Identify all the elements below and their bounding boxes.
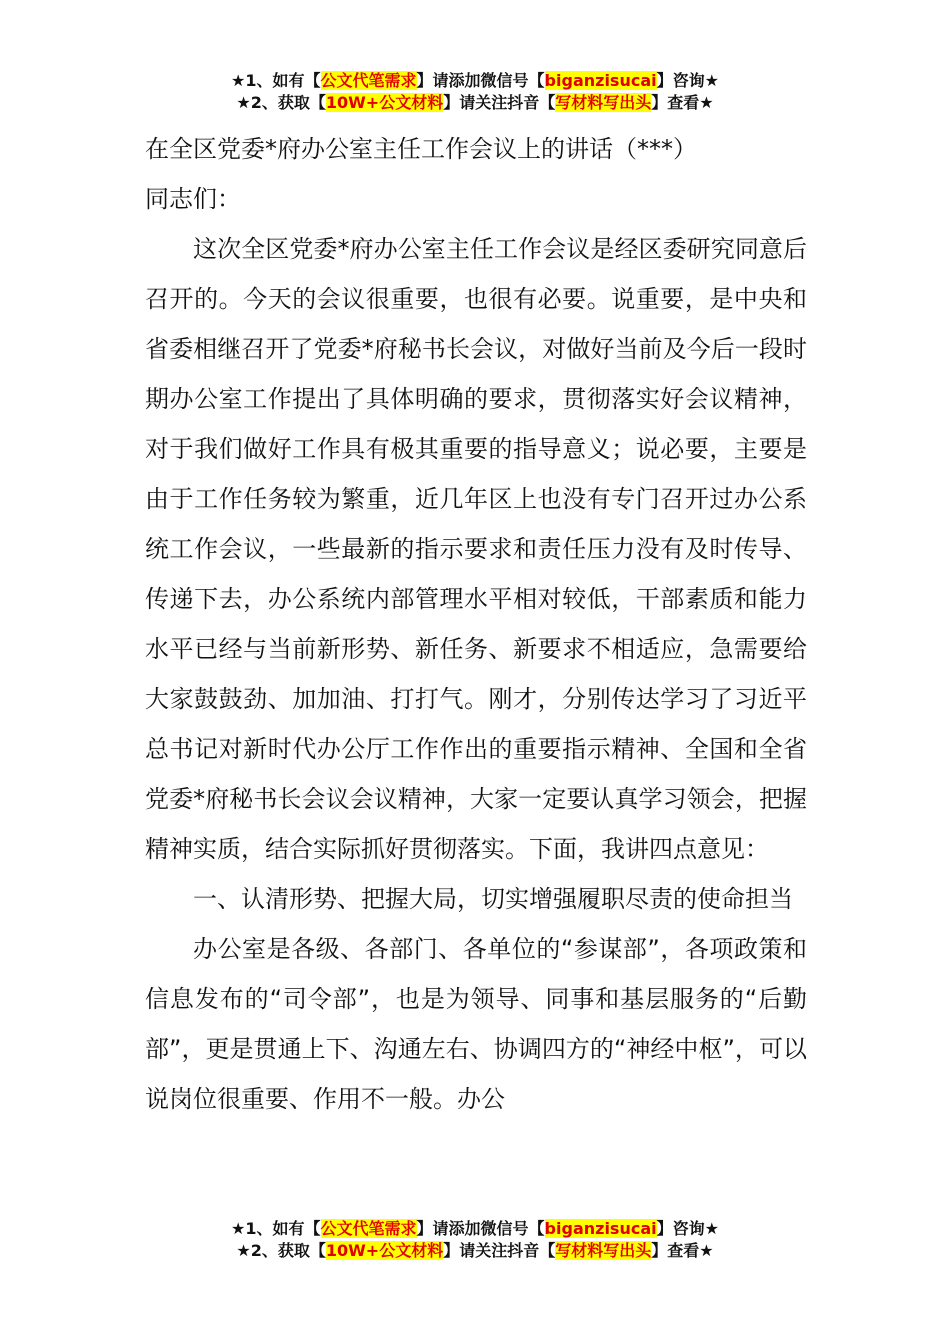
banner-text: 】咨询★ bbox=[656, 1219, 719, 1238]
banner-line-2 bbox=[0, 92, 950, 114]
banner-highlight: 写材料写出头 bbox=[555, 1241, 652, 1260]
banner-highlight: 写材料写出头 bbox=[555, 93, 652, 112]
banner-text: 】请关注抖音【 bbox=[443, 1241, 556, 1260]
banner-text: 】咨询★ bbox=[656, 71, 719, 90]
paragraph: 这次全区党委*府办公室主任工作会议是经区委研究同意后召开的。今天的会议很重要，也很有必要。说重要，是中央和省委相继召开了党委*府秘书长会议，对做好当前及今后一段时期办公室工作提出了具体明确的要求，贯彻落实好会议精神，对于我们做好工作具有极其重要的指导意义；说必要，主要是由于工作任务较为繁重，近几年区上也没有专门召开过办公系统工作会议，一些最新的指示要求和责任压力没有及时传导、传递下去，办公系统内部管理水平相对较低，干部素质和能力水平已经与当前新形势、新任务、新要求不相适应，急需要给大家鼓鼓劲、加加油、打打气。刚才，分别传达学习了习近平总书记对新时代办公厅工作作出的重要指示精神、全国和全省党委*府秘书长会议会议精神，大家一定要认真学习领会，把握精神实质，结合实际抓好贯彻落实。下面，我讲四点意见： bbox=[145, 235, 807, 863]
banner-text: ★1、如有【 bbox=[231, 1219, 321, 1238]
salutation: 同志们： bbox=[145, 185, 241, 213]
banner-text: ★2、获取【 bbox=[236, 1241, 326, 1260]
header-banner bbox=[0, 70, 950, 114]
footer-banner bbox=[0, 1218, 950, 1262]
banner-text: 】查看★ bbox=[651, 93, 714, 112]
banner-highlight: biganzisucai bbox=[544, 1219, 657, 1238]
banner-text: ★2、获取【 bbox=[236, 93, 326, 112]
banner-text: 】请添加微信号【 bbox=[416, 1219, 545, 1238]
banner-highlight: 公文代笔需求 bbox=[320, 71, 417, 90]
document-title: 在全区党委*府办公室主任工作会议上的讲话（***） bbox=[145, 135, 697, 163]
section-heading: 一、认清形势、把握大局，切实增强履职尽责的使命担当 bbox=[193, 885, 793, 913]
banner-text: ★1、如有【 bbox=[231, 71, 321, 90]
document-body bbox=[145, 124, 807, 1124]
banner-highlight: biganzisucai bbox=[544, 71, 657, 90]
banner-highlight: 公文代笔需求 bbox=[320, 1219, 417, 1238]
banner-line-1 bbox=[0, 1218, 950, 1240]
banner-highlight: 10W+公文材料 bbox=[325, 1241, 444, 1260]
banner-text: 】请关注抖音【 bbox=[443, 93, 556, 112]
banner-line-2 bbox=[0, 1240, 950, 1262]
banner-text: 】请添加微信号【 bbox=[416, 71, 545, 90]
banner-text: 】查看★ bbox=[651, 1241, 714, 1260]
paragraph: 办公室是各级、各部门、各单位的“参谋部”，各项政策和信息发布的“司令部”，也是为领导、同事和基层服务的“后勤部”，更是贯通上下、沟通左右、协调四方的“神经中枢”，可以说岗位很重要、作用不一般。办公 bbox=[145, 935, 807, 1113]
banner-line-1 bbox=[0, 70, 950, 92]
banner-highlight: 10W+公文材料 bbox=[325, 93, 444, 112]
